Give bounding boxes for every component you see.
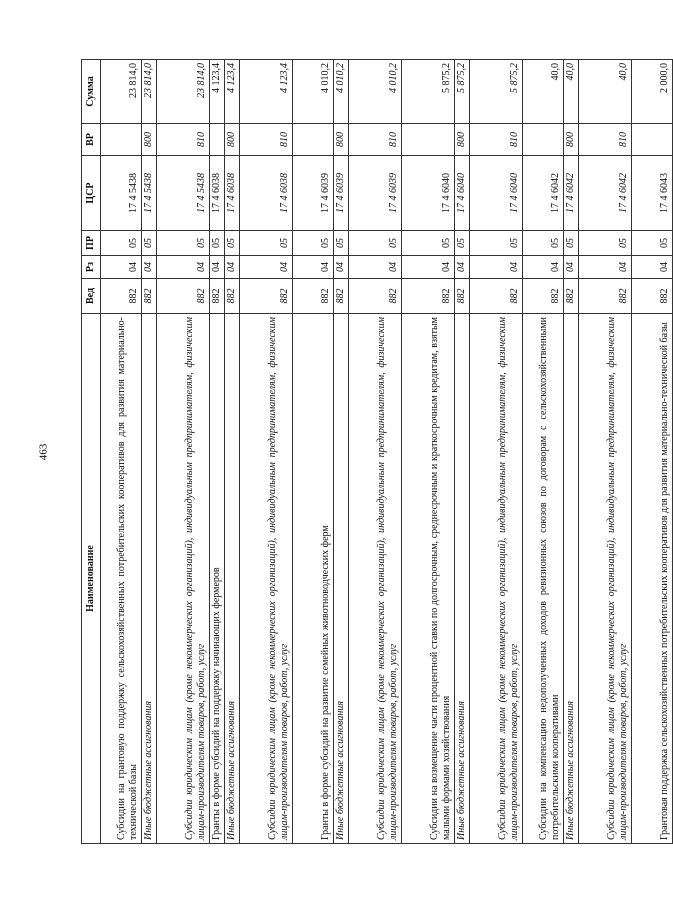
cell-sum: 23 814,0 [157,60,210,124]
cell-vr [402,124,455,156]
table-row [632,60,673,844]
cell-name: Субсидии на компенсацию недополученных доходов ревизионных союзов по договорам с сельскохозяйственными потребительскими кооперативами [523,314,564,844]
cell-sum: 4 010,2 [293,60,334,124]
cell-csr: 17 4 5438 [157,156,210,231]
table-row [157,60,210,844]
budget-table [81,59,673,844]
cell-csr: 17 4 6043 [632,156,673,231]
cell-vr: 810 [240,124,293,156]
cell-csr: 17 4 6039 [349,156,402,231]
table-row [564,60,579,844]
cell-csr: 17 4 6040 [455,156,470,231]
cell-sum: 4 010,2 [334,60,349,124]
table-row [293,60,334,844]
table-header [82,60,101,844]
cell-pr: 05 [455,231,470,256]
table-row [210,60,225,844]
cell-sum: 4 123,4 [210,60,225,124]
cell-sum: 40,0 [564,60,579,124]
cell-csr: 17 4 5438 [101,156,142,231]
cell-vr: 810 [579,124,632,156]
cell-vr [523,124,564,156]
header-sum: Сумма [82,60,101,124]
header-ved: Вед [82,279,101,314]
cell-name: Иные бюджетные ассигнования [455,314,470,844]
cell-ved: 882 [349,279,402,314]
cell-vr: 800 [334,124,349,156]
cell-rz: 04 [142,256,157,279]
cell-name: Иные бюджетные ассигнования [225,314,240,844]
table-row [470,60,523,844]
table-row [579,60,632,844]
cell-vr: 800 [225,124,240,156]
table-row [225,60,240,844]
cell-ved: 882 [225,279,240,314]
cell-pr: 05 [334,231,349,256]
cell-ved: 882 [564,279,579,314]
cell-rz: 04 [523,256,564,279]
cell-sum: 4 123,4 [225,60,240,124]
cell-csr: 17 4 6038 [225,156,240,231]
cell-name: Субсидии на возмещение части процентной ставки по долгосрочным, среднесрочным и краткосрочным кредитам, взятым малыми формами хозяйствования [402,314,455,844]
cell-name: Субсидии юридическим лицам (кроме некоммерческих организаций), индивидуальным предпринимателям, физическим лицам-производителям товаров, работ, услуг [240,314,293,844]
cell-csr: 17 4 6039 [293,156,334,231]
cell-rz: 04 [349,256,402,279]
cell-pr: 05 [349,231,402,256]
cell-csr: 17 4 5438 [142,156,157,231]
cell-pr: 05 [210,231,225,256]
cell-rz: 04 [632,256,673,279]
table-body [101,60,673,844]
header-csr: ЦСР [82,156,101,231]
cell-name: Субсидии юридическим лицам (кроме некоммерческих организаций), индивидуальным предпринимателям, физическим лицам-производителям товаров, работ, услуг [579,314,632,844]
cell-ved: 882 [293,279,334,314]
cell-rz: 04 [210,256,225,279]
header-vr: ВР [82,124,101,156]
cell-pr: 05 [101,231,142,256]
cell-csr: 17 4 6042 [564,156,579,231]
cell-rz: 04 [157,256,210,279]
cell-rz: 04 [101,256,142,279]
cell-rz: 04 [579,256,632,279]
cell-ved: 882 [470,279,523,314]
table-row [334,60,349,844]
cell-pr: 05 [240,231,293,256]
cell-sum: 23 814,0 [101,60,142,124]
table-row [402,60,455,844]
cell-vr: 800 [564,124,579,156]
cell-pr: 05 [470,231,523,256]
cell-rz: 04 [455,256,470,279]
table-row [101,60,142,844]
cell-rz: 04 [225,256,240,279]
cell-vr [632,124,673,156]
cell-sum: 40,0 [579,60,632,124]
cell-vr [210,124,225,156]
table-row [349,60,402,844]
cell-ved: 882 [632,279,673,314]
cell-vr: 800 [455,124,470,156]
cell-vr: 810 [349,124,402,156]
cell-name: Иные бюджетные ассигнования [564,314,579,844]
cell-ved: 882 [240,279,293,314]
cell-pr: 05 [632,231,673,256]
cell-name: Субсидии юридическим лицам (кроме некоммерческих организаций), индивидуальным предпринимателям, физическим лицам-производителям товаров, работ, услуг [470,314,523,844]
cell-pr: 05 [142,231,157,256]
cell-ved: 882 [402,279,455,314]
cell-sum: 4 010,2 [349,60,402,124]
cell-csr: 17 4 6038 [240,156,293,231]
cell-vr [101,124,142,156]
cell-csr: 17 4 6038 [210,156,225,231]
table-row [523,60,564,844]
cell-name: Грантовая поддержка сельскохозяйственных потребительских кооперативов для развития материально-технической базы [632,314,673,844]
cell-name: Гранты в форме субсидий на поддержку начинающих фермеров [210,314,225,844]
cell-vr: 810 [470,124,523,156]
cell-name: Гранты в форме субсидий на развитие семейных животноводческих ферм [293,314,334,844]
page-number: 463 [37,443,50,461]
cell-pr: 05 [225,231,240,256]
cell-vr: 800 [142,124,157,156]
cell-rz: 04 [293,256,334,279]
cell-pr: 05 [293,231,334,256]
cell-rz: 04 [240,256,293,279]
cell-vr: 810 [157,124,210,156]
cell-ved: 882 [142,279,157,314]
header-pr: ПР [82,231,101,256]
cell-sum: 4 123,4 [240,60,293,124]
cell-ved: 882 [579,279,632,314]
cell-csr: 17 4 6039 [334,156,349,231]
table-row [455,60,470,844]
header-name: Наименование [82,314,101,844]
cell-pr: 05 [564,231,579,256]
cell-pr: 05 [523,231,564,256]
cell-sum: 5 875,2 [470,60,523,124]
cell-sum: 23 814,0 [142,60,157,124]
cell-ved: 882 [210,279,225,314]
header-rz: Рз [82,256,101,279]
cell-rz: 04 [564,256,579,279]
cell-ved: 882 [101,279,142,314]
cell-vr [293,124,334,156]
table-row [142,60,157,844]
cell-csr: 17 4 6040 [402,156,455,231]
cell-name: Субсидии юридическим лицам (кроме некоммерческих организаций), индивидуальным предпринимателям, физическим лицам-производителям товаров, работ, услуг [349,314,402,844]
cell-rz: 04 [402,256,455,279]
table-row [240,60,293,844]
cell-pr: 05 [579,231,632,256]
cell-rz: 04 [470,256,523,279]
cell-ved: 882 [334,279,349,314]
cell-sum: 40,0 [523,60,564,124]
cell-csr: 17 4 6040 [470,156,523,231]
cell-ved: 882 [157,279,210,314]
cell-name: Субсидии на грантовую поддержку сельскохозяйственных потребительских кооперативов для развития материально-технической базы [101,314,142,844]
cell-sum: 2 000,0 [632,60,673,124]
cell-rz: 04 [334,256,349,279]
cell-ved: 882 [523,279,564,314]
cell-csr: 17 4 6042 [579,156,632,231]
cell-name: Субсидии юридическим лицам (кроме некоммерческих организаций), индивидуальным предпринимателям, физическим лицам-производителям товаров, работ, услуг [157,314,210,844]
cell-sum: 5 875,2 [455,60,470,124]
cell-ved: 882 [455,279,470,314]
cell-name: Иные бюджетные ассигнования [334,314,349,844]
cell-sum: 5 875,2 [402,60,455,124]
cell-pr: 05 [402,231,455,256]
cell-csr: 17 4 6042 [523,156,564,231]
cell-pr: 05 [157,231,210,256]
budget-table-rotated [81,60,670,844]
cell-name: Иные бюджетные ассигнования [142,314,157,844]
